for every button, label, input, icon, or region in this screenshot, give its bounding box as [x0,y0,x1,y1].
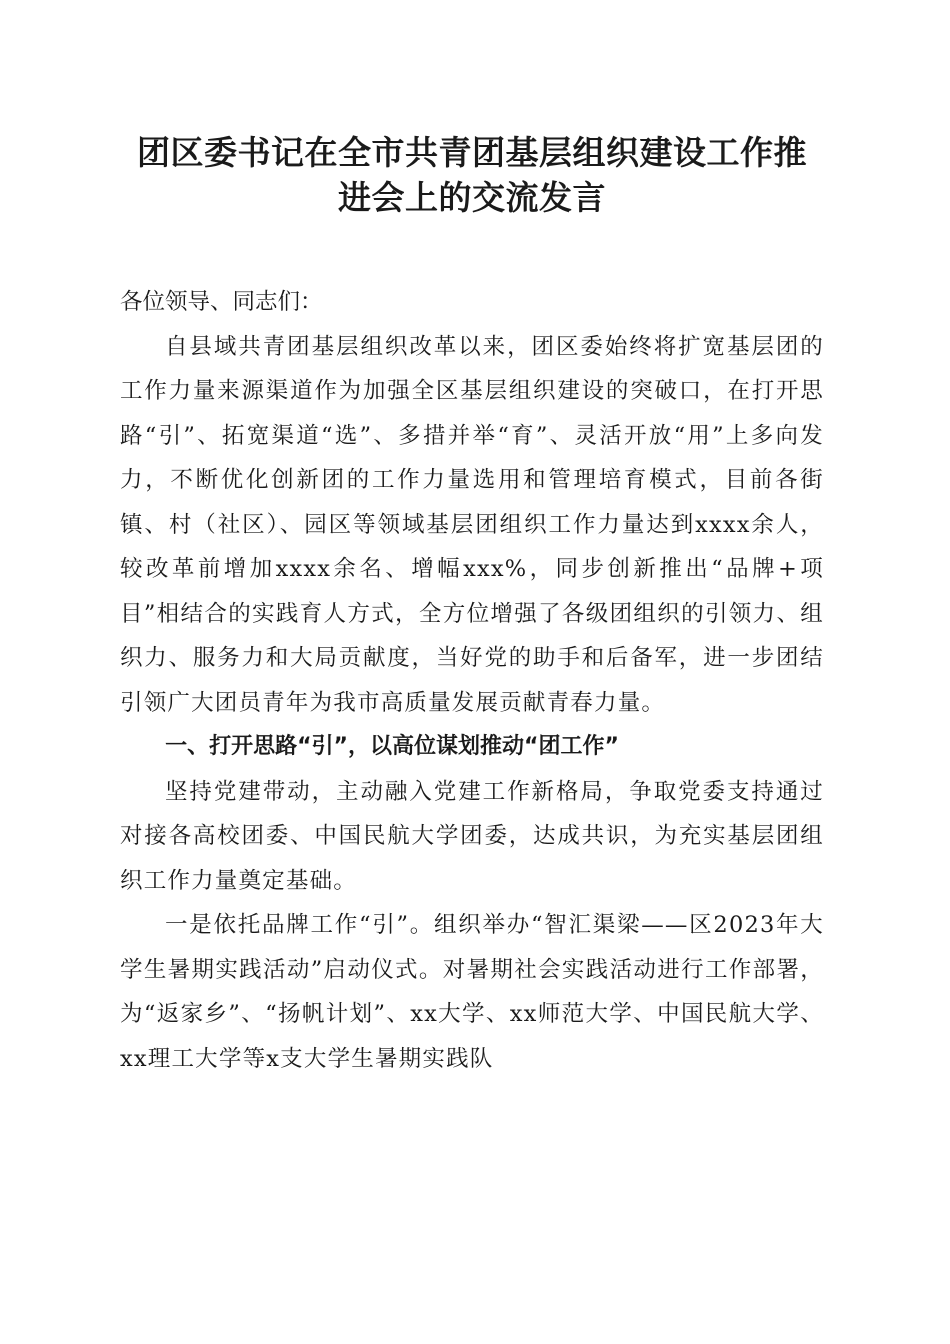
title-line-1: 团区委书记在全市共青团基层组织建设工作推 [137,133,807,172]
section1-paragraph-2: 一是依托品牌工作“引”。组织举办“智汇渠梁——区2023年大学生暑期实践活动”启动仪式。对暑期社会实践活动进行工作部署，为“返家乡”、“扬帆计划”、xx大学、xx师范大学、中国民航大学、xx理工大学等x支大学生暑期实践队 [120,912,824,1072]
document-title [120,130,824,220]
title-line-2: 进会上的交流发言 [338,178,606,217]
document-page [120,130,824,1081]
section1-paragraph-1: 坚持党建带动，主动融入党建工作新格局，争取党委支持通过对接各高校团委、中国民航大学团委，达成共识，为充实基层团组织工作力量奠定基础。 [120,778,824,894]
intro-paragraph: 自县域共青团基层组织改革以来，团区委始终将扩宽基层团的工作力量来源渠道作为加强全区基层组织建设的突破口，在打开思路“引”、拓宽渠道“选”、多措并举“育”、灵活开放“用”上多向发力，不断优化创新团的工作力量选用和管理培育模式，目前各街镇、村（社区）、园区等领域基层团组织工作力量达到xxxx余人，较改革前增加xxxx余名、增幅xxx%，同步创新推出“品牌+项目”相结合的实践育人方式，全方位增强了各级团组织的引领力、组织力、服务力和大局贡献度，当好党的助手和后备军，进一步团结引领广大团员青年为我市高质量发展贡献青春力量。 [120,333,824,716]
section-heading-1: 一、打开思路“引”，以高位谋划推动“团工作” [165,734,619,759]
salutation: 各位领导、同志们： [120,289,323,315]
